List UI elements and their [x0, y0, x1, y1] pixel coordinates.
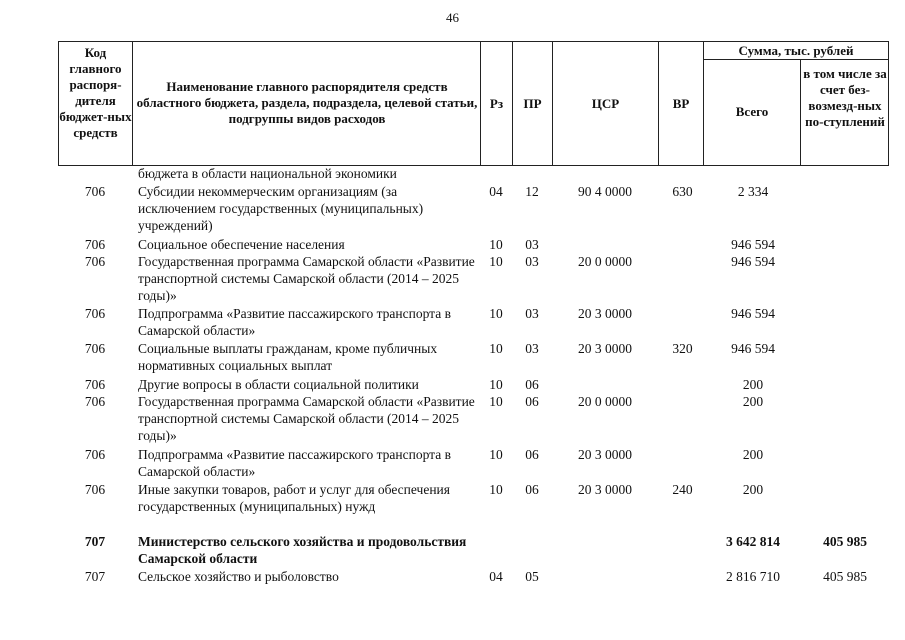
cell-rz: 10 — [489, 482, 503, 497]
cell-rz: 10 — [489, 237, 503, 252]
cell-total: 946 594 — [731, 237, 775, 252]
cell-csr: 20 3 0000 — [578, 306, 632, 321]
cell-name: Социальные выплаты гражданам, кроме публичных нормативных социальных выплат — [138, 341, 438, 373]
header-total: Всего — [735, 104, 769, 119]
cell-total: 200 — [742, 482, 764, 497]
col-divider — [888, 41, 889, 166]
cell-name: Государственная программа Самарской области «Развитие транспортной системы Самарской области (2014 – 2025 годы)» — [138, 394, 475, 443]
cell-total: 2 334 — [737, 184, 769, 199]
cell-rz: 10 — [489, 341, 503, 356]
cell-rz: 10 — [489, 394, 503, 409]
cell-total: 946 594 — [731, 254, 775, 269]
cell-kod: 706 — [84, 184, 106, 199]
cell-kod: 707 — [84, 569, 106, 584]
header-rz: Рз — [489, 96, 504, 111]
cell-total: 200 — [742, 447, 764, 462]
cell-name: Другие вопросы в области социальной политики — [138, 377, 419, 392]
cell-rz: 10 — [489, 447, 503, 462]
cell-kod: 706 — [84, 306, 106, 321]
cell-csr: 20 0 0000 — [578, 394, 632, 409]
cell-vr: 320 — [672, 341, 693, 356]
cell-total: 2 816 710 — [726, 569, 780, 584]
cell-total: 946 594 — [731, 341, 775, 356]
cell-csr: 90 4 0000 — [578, 184, 632, 199]
cell-total: 946 594 — [731, 306, 775, 321]
sum-subheader-border — [703, 59, 888, 60]
cell-pr: 06 — [525, 377, 539, 392]
cell-rz: 10 — [489, 377, 503, 392]
cell-kod: 706 — [84, 254, 106, 269]
cell-kod: 706 — [84, 377, 106, 392]
cell-name: Подпрограмма «Развитие пассажирского транспорта в Самарской области» — [138, 447, 451, 479]
header-vr: ВР — [672, 96, 690, 111]
cell-total: 3 642 814 — [726, 534, 780, 549]
cell-rz: 04 — [489, 184, 503, 199]
cell-rz: 04 — [489, 569, 503, 584]
cell-name: Социальное обеспечение населения — [138, 237, 345, 252]
cell-pr: 03 — [525, 341, 539, 356]
cell-incl: 405 985 — [823, 569, 867, 584]
cell-total: 200 — [742, 394, 764, 409]
header-name: Наименование главного распорядителя средств областного бюджета, раздела, подраздела, целевой статьи, подгруппы видов расходов — [136, 79, 478, 126]
page-number: 46 — [446, 10, 459, 25]
cell-name: Сельское хозяйство и рыболовство — [138, 569, 339, 584]
header-incl: в том числе за счет без-возмезд-ных по-ступлений — [803, 66, 887, 129]
cell-kod: 707 — [84, 534, 106, 549]
cell-pr: 03 — [525, 254, 539, 269]
header-kod: Код главного распоря-дителя бюджет-ных средств — [59, 45, 132, 140]
cell-rz: 10 — [489, 306, 503, 321]
cell-pr: 06 — [525, 447, 539, 462]
cell-csr: 20 3 0000 — [578, 447, 632, 462]
cell-pr: 06 — [525, 394, 539, 409]
cell-kod: 706 — [84, 237, 106, 252]
cell-pr: 12 — [525, 184, 539, 199]
cell-kod: 706 — [84, 482, 106, 497]
cell-name: Иные закупки товаров, работ и услуг для обеспечения государственных (муниципальных) нужд — [138, 482, 450, 514]
cell-pr: 03 — [525, 237, 539, 252]
cell-name: бюджета в области национальной экономики — [138, 166, 397, 181]
cell-vr: 630 — [672, 184, 693, 199]
cell-csr: 20 3 0000 — [578, 482, 632, 497]
cell-pr: 03 — [525, 306, 539, 321]
cell-kod: 706 — [84, 341, 106, 356]
header-sum: Сумма, тыс. рублей — [738, 43, 854, 58]
cell-total: 200 — [742, 377, 764, 392]
cell-name: Подпрограмма «Развитие пассажирского транспорта в Самарской области» — [138, 306, 451, 338]
cell-csr: 20 0 0000 — [578, 254, 632, 269]
cell-pr: 05 — [525, 569, 539, 584]
cell-rz: 10 — [489, 254, 503, 269]
col-divider — [132, 41, 133, 166]
cell-name: Государственная программа Самарской области «Развитие транспортной системы Самарской области (2014 – 2025 годы)» — [138, 254, 475, 303]
table-top-border — [58, 41, 888, 42]
cell-kod: 706 — [84, 447, 106, 462]
header-pr: ПР — [523, 96, 542, 111]
cell-kod: 706 — [84, 394, 106, 409]
cell-csr: 20 3 0000 — [578, 341, 632, 356]
col-divider — [800, 59, 801, 166]
header-csr: ЦСР — [591, 96, 620, 111]
cell-incl: 405 985 — [823, 534, 867, 549]
cell-pr: 06 — [525, 482, 539, 497]
cell-vr: 240 — [672, 482, 693, 497]
cell-name: Субсидии некоммерческим организациям (за исключением государственных (муниципальных) учреждений) — [138, 184, 424, 233]
cell-name: Министерство сельского хозяйства и продовольствия Самарской области — [138, 534, 467, 566]
